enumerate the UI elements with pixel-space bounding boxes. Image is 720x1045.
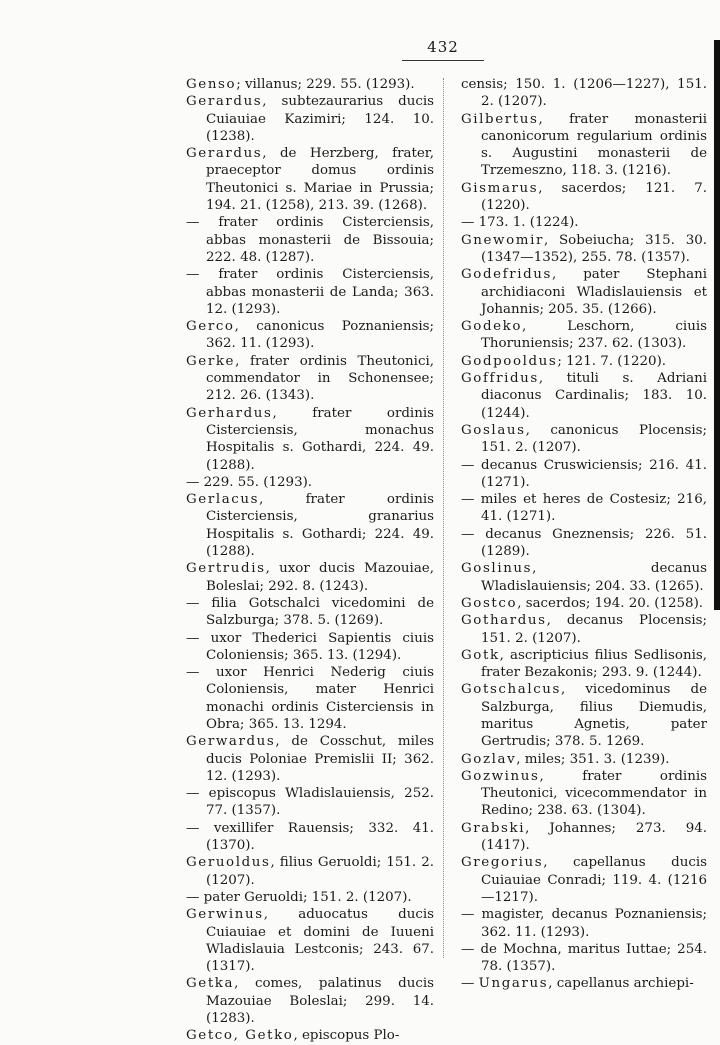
repeat-dash: — xyxy=(186,820,214,836)
index-entry xyxy=(186,595,434,630)
entry-headword: Godpooldus xyxy=(461,353,558,369)
entry-headword: Gozlav xyxy=(461,751,517,767)
index-entry xyxy=(461,526,707,561)
entry-text: , frater monasterii canonicorum regularium ordinis s. Augustini monasterii de Trzemeszno, 118. 3. (1216). xyxy=(481,111,707,179)
index-entry xyxy=(186,975,434,1027)
repeat-dash: — xyxy=(186,474,204,490)
entry-text: uxor Thederici Sapientis ciuis Coloniensis; 365. 13. (1294). xyxy=(206,630,434,663)
index-entry xyxy=(186,785,434,820)
index-entry xyxy=(186,214,434,266)
entry-headword: Gerke xyxy=(186,353,236,369)
entry-text: , frater ordinis Cisterciensis, monachus Hospitalis s. Gothardi, 224. 49. (1288). xyxy=(206,405,434,473)
index-entry xyxy=(461,457,707,492)
index-entry xyxy=(461,232,707,267)
entry-text: , ascripticius filius Sedlisonis, frater Bezakonis; 293. 9. (1244). xyxy=(481,647,707,681)
entry-headword: Genso xyxy=(186,77,237,92)
repeat-dash: — xyxy=(461,215,479,231)
entry-text: pater Geruoldi; 151. 2. (1207). xyxy=(203,889,412,905)
page-edge-bar xyxy=(714,40,720,610)
entry-text: frater ordinis Cisterciensis, abbas monasterii de Bissouia; 222. 48. (1287). xyxy=(206,215,434,265)
repeat-dash: — xyxy=(186,630,211,646)
entry-text: ; 121. 7. (1220). xyxy=(557,353,667,369)
index-entry xyxy=(186,560,434,595)
index-entry xyxy=(461,768,707,820)
entry-headword: Gozwinus xyxy=(461,768,540,784)
repeat-dash: — xyxy=(461,526,486,542)
entry-text: , frater ordinis Theutonici, vicecommendator in Redino; 238. 63. (1304). xyxy=(481,768,707,819)
index-entry xyxy=(186,353,434,405)
entry-headword: Grabski xyxy=(461,820,526,836)
entry-text: , Sobeiucha; 315. 30. (1347—1352), 255. 78. (1357). xyxy=(481,232,707,265)
entry-text: decanus Cruswiciensis; 216. 41. (1271). xyxy=(481,457,707,490)
entry-text: uxor Henrici Nederig ciuis Coloniensis, mater Henrici monachi ordinis Cisterciensis in Obra; 365. 13. 1294. xyxy=(206,665,434,732)
entry-headword: Gerlacus xyxy=(186,492,260,508)
entry-text: ; villanus; 229. 55. (1293). xyxy=(236,77,415,92)
entry-text: 173. 1. (1224). xyxy=(478,215,579,231)
entry-text: , canonicus Plocensis; 151. 2. (1207). xyxy=(481,422,707,456)
index-entry xyxy=(461,906,707,941)
entry-text: , Leschorn, ciuis Thoruniensis; 237. 62. (1303). xyxy=(481,319,707,352)
entry-headword: Goffridus xyxy=(461,371,539,387)
index-entry xyxy=(461,491,707,526)
index-entry xyxy=(186,266,434,318)
index-entry xyxy=(461,854,707,906)
index-entry xyxy=(461,370,707,422)
index-entry xyxy=(186,630,434,665)
repeat-dash: — xyxy=(186,215,219,231)
repeat-dash: — xyxy=(461,907,482,923)
entry-headword: Gerardus xyxy=(186,146,263,162)
entry-headword: Gerwinus xyxy=(186,907,264,923)
entry-text: filia Gotschalci vicedomini de Salzburga; 378. 5. (1269). xyxy=(206,595,434,629)
repeat-dash: — xyxy=(186,786,209,802)
index-entry xyxy=(461,595,707,612)
index-entry xyxy=(461,180,707,215)
entry-text: , capellanus archiepi- xyxy=(548,976,694,992)
entry-text: , miles; 351. 3. (1239). xyxy=(516,751,670,767)
entry-headword: Gregorius xyxy=(461,855,544,871)
index-entry xyxy=(186,93,434,145)
index-entry xyxy=(186,854,434,889)
entry-text: , pater Stephani archidiaconi Wladislauiensis et Johannis; 205. 35. (1266). xyxy=(481,267,707,317)
entry-headword: Godefridus xyxy=(461,267,552,283)
entry-headword: Gotschalcus xyxy=(461,682,561,698)
entry-headword: Gertrudis xyxy=(186,561,266,577)
entry-headword: Gerardus xyxy=(186,94,263,110)
entry-text: de Mochna, maritus Iuttae; 254. 78. (1357). xyxy=(480,941,707,975)
repeat-dash: — xyxy=(461,492,481,508)
entry-headword: Goslaus xyxy=(461,422,526,438)
index-entry xyxy=(461,111,707,180)
index-entry xyxy=(461,353,707,370)
index-entry xyxy=(461,941,707,976)
index-entry xyxy=(461,214,707,231)
entry-text: , sacerdos; 121. 7. (1220). xyxy=(481,180,707,214)
index-entry xyxy=(461,422,707,457)
index-entry xyxy=(186,1027,434,1044)
entry-text: , de Herzberg, frater, praeceptor domus ordinis Theutonici s. Mariae in Prussia; 194. 21. (1258), 213. 39. (1268). xyxy=(206,146,434,214)
index-entry xyxy=(186,889,434,906)
entry-text: decanus Gneznensis; 226. 51. (1289). xyxy=(481,526,707,560)
left-column xyxy=(186,76,434,1045)
repeat-dash: — xyxy=(186,595,212,611)
repeat-dash: — xyxy=(186,889,204,905)
entry-headword: Ungarus xyxy=(478,976,549,992)
index-entry xyxy=(186,405,434,474)
entry-text: episcopus Wladislauiensis, 252. 77. (1357). xyxy=(206,786,434,819)
entry-text: , uxor ducis Mazouiae, Boleslai; 292. 8. (1243). xyxy=(206,561,434,594)
index-entry xyxy=(461,751,707,768)
entry-text: 229. 55. (1293). xyxy=(203,474,313,490)
entry-text: censis; 150. 1. (1206—1227), 151. 2. (1207). xyxy=(461,77,707,110)
entry-text: , vicedominus de Salzburga, filius Diemudis, maritus Agnetis, pater Gertrudis; 378. 5. 1269. xyxy=(481,682,707,750)
entry-headword: Getco, Getko xyxy=(186,1028,294,1044)
entry-headword: Gismarus xyxy=(461,180,539,196)
index-entry xyxy=(186,474,434,491)
index-entry xyxy=(186,820,434,855)
entry-text: , aduocatus ducis Cuiauiae et domini de Iuueni Wladislauia Lestconis; 243. 67. (1317). xyxy=(206,907,434,975)
entry-text: miles et heres de Costesiz; 216, 41. (1271). xyxy=(480,492,707,525)
entry-headword: Goslinus xyxy=(461,561,533,577)
entry-headword: Gerhardus xyxy=(186,405,273,421)
repeat-dash: — xyxy=(461,976,479,992)
index-entry xyxy=(461,318,707,353)
page-number: 432 xyxy=(427,38,459,56)
repeat-dash: — xyxy=(186,665,216,681)
entry-text: , frater ordinis Theutonici, commendator in Schonensee; 212. 26. (1343). xyxy=(206,353,434,404)
column-divider xyxy=(443,78,444,958)
index-entry xyxy=(186,664,434,733)
entry-headword: Gnewomir xyxy=(461,232,544,248)
entry-text: , subtezaurarius ducis Cuiauiae Kazimiri; 124. 10. (1238). xyxy=(206,94,434,144)
index-entry xyxy=(461,975,707,992)
entry-text: , filius Geruoldi; 151. 2. (1207). xyxy=(206,855,434,888)
index-entry xyxy=(461,612,707,647)
entry-headword: Gilbertus xyxy=(461,111,539,127)
entry-headword: Gotk xyxy=(461,647,500,663)
entry-text: , sacerdos; 194. 20. (1258). xyxy=(517,595,704,611)
entry-headword: Gostco xyxy=(461,595,518,611)
index-entry xyxy=(186,733,434,785)
entry-text: magister, decanus Poznaniensis; 362. 11. (1293). xyxy=(481,907,707,940)
index-entry xyxy=(186,76,434,93)
repeat-dash: — xyxy=(186,267,219,283)
entry-text: , decanus Plocensis; 151. 2. (1207). xyxy=(481,613,707,646)
index-entry xyxy=(461,820,707,855)
entry-text: , decanus Wladislauiensis; 204. 33. (1265). xyxy=(481,561,707,594)
entry-text: , de Cosschut, miles ducis Poloniae Premislii II; 362. 12. (1293). xyxy=(206,734,434,784)
index-entry xyxy=(186,145,434,214)
entry-text: , canonicus Poznaniensis; 362. 11. (1293). xyxy=(206,319,434,352)
entry-headword: Godeko xyxy=(461,319,523,335)
index-entry xyxy=(461,681,707,750)
entry-text: , comes, palatinus ducis Mazouiae Boleslai; 299. 14. (1283). xyxy=(206,976,434,1027)
repeat-dash: — xyxy=(461,941,481,957)
entry-text: , Johannes; 273. 94. (1417). xyxy=(481,820,707,854)
entry-headword: Getka xyxy=(186,976,235,992)
header-rule xyxy=(402,60,484,61)
entry-text: vexillifer Rauensis; 332. 41. (1370). xyxy=(206,820,434,854)
repeat-dash: — xyxy=(461,457,482,473)
index-entry xyxy=(461,647,707,682)
entry-text: , episcopus Plo- xyxy=(293,1028,400,1044)
entry-headword: Gerwardus xyxy=(186,734,276,750)
index-entry xyxy=(186,906,434,975)
index-entry xyxy=(461,266,707,318)
index-entry xyxy=(186,491,434,560)
entry-text: , tituli s. Adriani diaconus Cardinalis; 183. 10. (1244). xyxy=(481,371,707,421)
index-entry xyxy=(461,560,707,595)
entry-text: , frater ordinis Cisterciensis, granarius Hospitalis s. Gothardi; 224. 49. (1288). xyxy=(206,492,434,560)
entry-text: frater ordinis Cisterciensis, abbas monasterii de Landa; 363. 12. (1293). xyxy=(206,267,434,317)
entry-text: , capellanus ducis Cuiauiae Conradi; 119. 4. (1216—1217). xyxy=(481,855,707,905)
entry-headword: Gerco xyxy=(186,319,235,335)
right-column xyxy=(461,76,707,993)
index-entry xyxy=(186,318,434,353)
entry-headword: Gothardus xyxy=(461,613,547,629)
entry-headword: Geruoldus xyxy=(186,855,271,871)
index-entry xyxy=(461,76,707,111)
